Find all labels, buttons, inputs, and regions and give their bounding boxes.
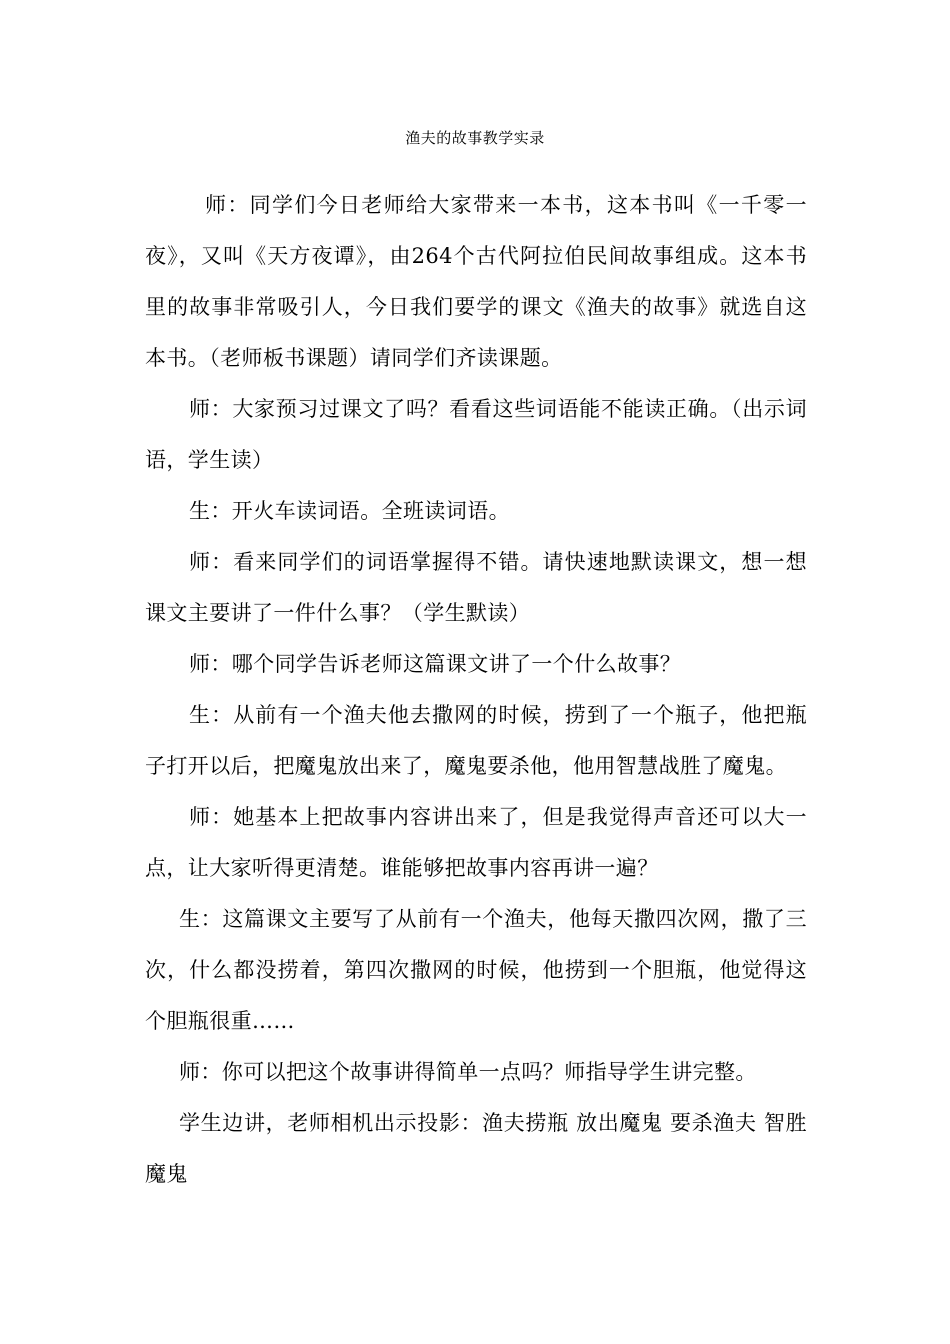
paragraph-teacher-question: 师：哪个同学告诉老师这篇课文讲了一个什么故事？ bbox=[189, 652, 682, 676]
paragraph-teacher-guide: 师：你可以把这个故事讲得简单一点吗？师指导学生讲完整。 bbox=[179, 1060, 757, 1084]
paragraph-teacher-silent-read: 师：看来同学们的词语掌握得不错。请快速地默读课文，想一想课文主要讲了一件什么事？（学生默读） bbox=[145, 550, 807, 625]
paragraph-student-answer-2: 生：这篇课文主要写了从前有一个渔夫，他每天撒四次网，撒了三次，什么都没捞着，第四次撒网的时候，他捞到一个胆瓶，他觉得这个胆瓶很重…… bbox=[145, 907, 807, 1033]
paragraph-teacher-intro: 师：同学们今日老师给大家带来一本书，这本书叫《一千零一夜》，又叫《天方夜谭》，由264个古代阿拉伯民间故事组成。这本书里的故事非常吸引人，今日我们要学的课文《渔夫的故事》就选自这本书。（老师板书课题）请同学们齐读课题。 bbox=[145, 193, 807, 370]
paragraph-teacher-feedback: 师：她基本上把故事内容讲出来了，但是我觉得声音还可以大一点，让大家听得更清楚。谁能够把故事内容再讲一遍？ bbox=[145, 805, 807, 880]
paragraph-student-read: 生：开火车读词语。全班读词语。 bbox=[189, 499, 510, 523]
document-body bbox=[145, 180, 807, 1200]
paragraph-student-answer-1: 生：从前有一个渔夫他去撒网的时候，捞到了一个瓶子，他把瓶子打开以后，把魔鬼放出来了，魔鬼要杀他，他用智慧战胜了魔鬼。 bbox=[145, 703, 807, 778]
paragraph-projection: 学生边讲，老师相机出示投影：渔夫捞瓶 放出魔鬼 要杀渔夫 智胜魔鬼 bbox=[145, 1111, 807, 1186]
paragraph-teacher-preview: 师：大家预习过课文了吗？看看这些词语能不能读正确。（出示词语，学生读） bbox=[145, 397, 807, 472]
document-title: 渔夫的故事教学实录 bbox=[405, 129, 545, 147]
